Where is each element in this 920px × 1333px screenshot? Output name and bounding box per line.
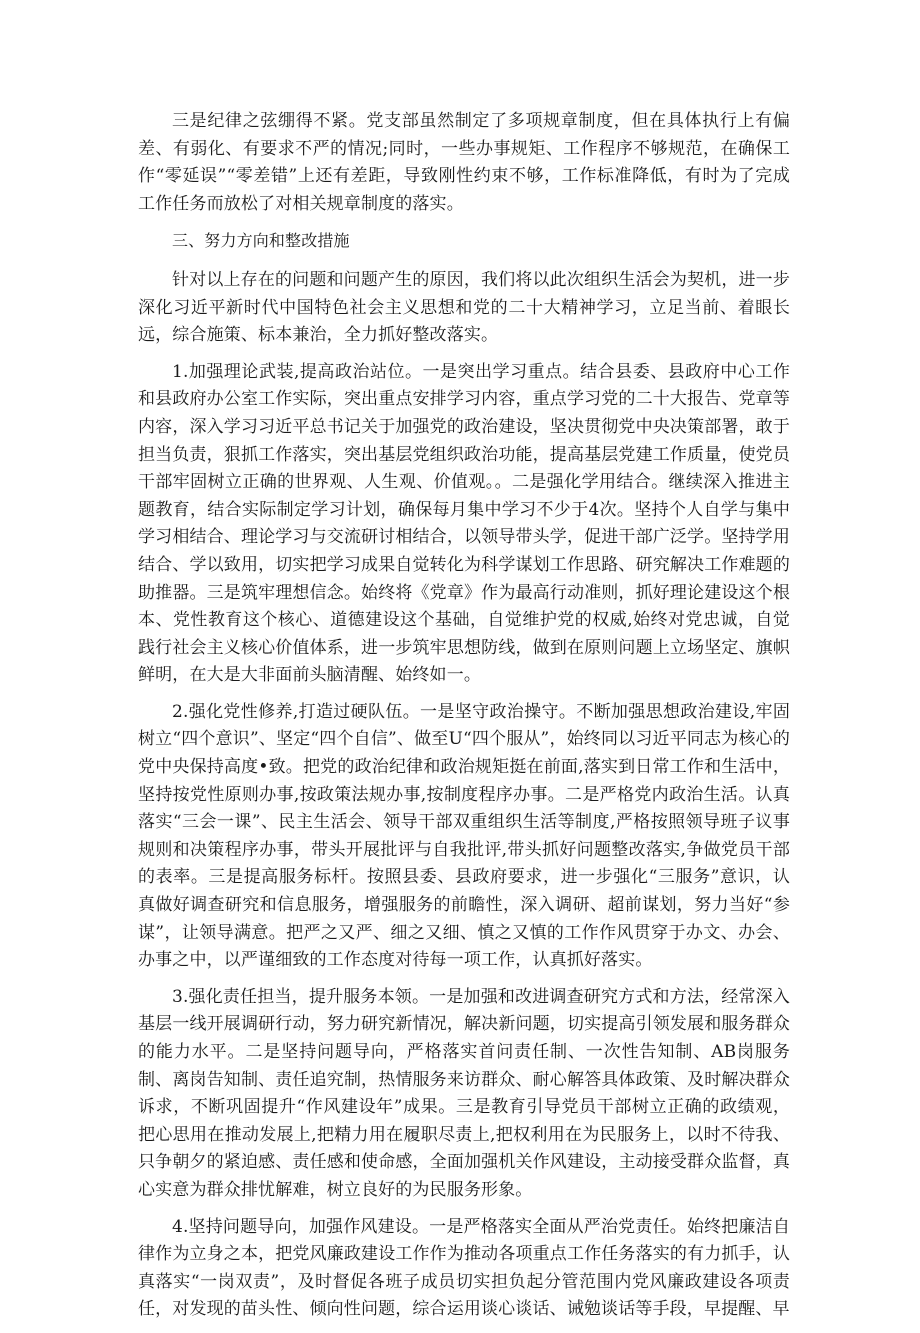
paragraph-item-2: 2.强化党性修养,打造过硬队伍。一是坚守政治操守。不断加强思想政治建设,牢固树立“四个意识”、坚定“四个自信”、做至U“四个服从”，始终同以习近平同志为核心的党中央保持高度•致。把党的政治纪律和政治规矩挺在前面,落实到日常工作和生活中，坚持按党性原则办事,按政策法规办事,按制度程序办事。二是严格党内政治生活。认真落实“三会一课”、民主生活会、领导干部双重组织生活等制度,严格按照领导班子议事规则和决策程序办事，带头开展批评与自我批评,带头抓好问题整改落实,争做党员干部的表率。三是提高服务标杆。按照县委、县政府要求，进一步强化“三服务”意识，认真做好调查研究和信息服务，增强服务的前瞻性，深入调研、超前谋划，努力当好“参谋”，让领导满意。把严之又严、细之又细、慎之又慎的工作作风贯穿于办文、办会、办事之中，以严谨细致的工作态度对待每一项工作，认真抓好落实。 — [138, 701, 790, 971]
paragraph-item-1: 1.加强理论武装,提高政治站位。一是突出学习重点。结合县委、县政府中心工作和县政府办公室工作实际，突出重点安排学习内容，重点学习党的二十大报告、党章等内容，深入学习习近平总书记关于加强党的政治建设，坚决贯彻党中央决策部署，敢于担当负责，狠抓工作落实，突出基层党组织政治功能，提高基层党建工作质量，使党员干部牢固树立正确的世界观、人生观、价值观。。二是强化学用结合。继续深入推进主题教育，结合实际制定学习计划，确保每月集中学习不少于4次。坚持个人自学与集中学习相结合、理论学习与交流研讨相结合，以领导带头学，促进干部广泛学。坚持学用结合、学以致用，切实把学习成果自觉转化为科学谋划工作思路、研究解决工作难题的助推器。三是筑牢理想信念。始终将《党章》作为最高行动准则，抓好理论建设这个根本、党性教育这个核心、道德建设这个基础，自觉维护党的权威,始终对党忠诚，自觉践行社会主义核心价值体系，进一步筑牢思想防线，做到在原则问题上立场坚定、旗帜鲜明，在大是大非面前头脑清醒、始终如一。 — [138, 361, 790, 686]
paragraph-intro: 针对以上存在的问题和问题产生的原因，我们将以此次组织生活会为契机，进一步深化习近平新时代中国特色社会主义思想和党的二十大精神学习，立足当前、着眼长远，综合施策、标本兼治，全力抓好整改落实。 — [138, 269, 790, 346]
paragraph-item-3: 3.强化责任担当，提升服务本领。一是加强和改进调查研究方式和方法，经常深入基层一线开展调研行动，努力研究新情况，解决新问题，切实提高引领发展和服务群众的能力水平。二是坚持问题导向，严格落实首问责任制、一次性告知制、AB岗服务制、离岗告知制、责任追究制，热情服务来访群众、耐心解答具体政策、及时解决群众诉求，不断巩固提升“作风建设年”成果。三是教育引导党员干部树立正确的政绩观，把心思用在推动发展上,把精力用在履职尽责上,把权利用在为民服务上，以时不待我、只争朝夕的紧迫感、责任感和使命感，全面加强机关作风建设，主动接受群众监督，真心实意为群众排忧解难，树立良好的为民服务形象。 — [138, 986, 790, 1200]
paragraph-discipline: 三是纪律之弦绷得不紧。党支部虽然制定了多项规章制度，但在具体执行上有偏差、有弱化、有要求不严的情况;同时，一些办事规矩、工作程序不够规范，在确保工作“零延误”“零差错”上还有差距，导致刚性约束不够，工作标准降低，有时为了完成工作任务而放松了对相关规章制度的落实。 — [138, 111, 790, 214]
section-heading: 三、努力方向和整改措施 — [172, 231, 350, 251]
document-page — [138, 108, 790, 1333]
paragraph-item-4: 4.坚持问题导向，加强作风建设。一是严格落实全面从严治党责任。始终把廉洁自律作为立身之本，把党风廉政建设工作作为推动各项重点工作任务落实的有力抓手，认真落实“一岗双责”，及时督促各班子成员切实担负起分管范围内党风廉政建设各项责任，对发现的苗头性、倾向性问题，综合运用谈心谈话、诫勉谈话等手段，早提醒、早 — [138, 1216, 790, 1320]
